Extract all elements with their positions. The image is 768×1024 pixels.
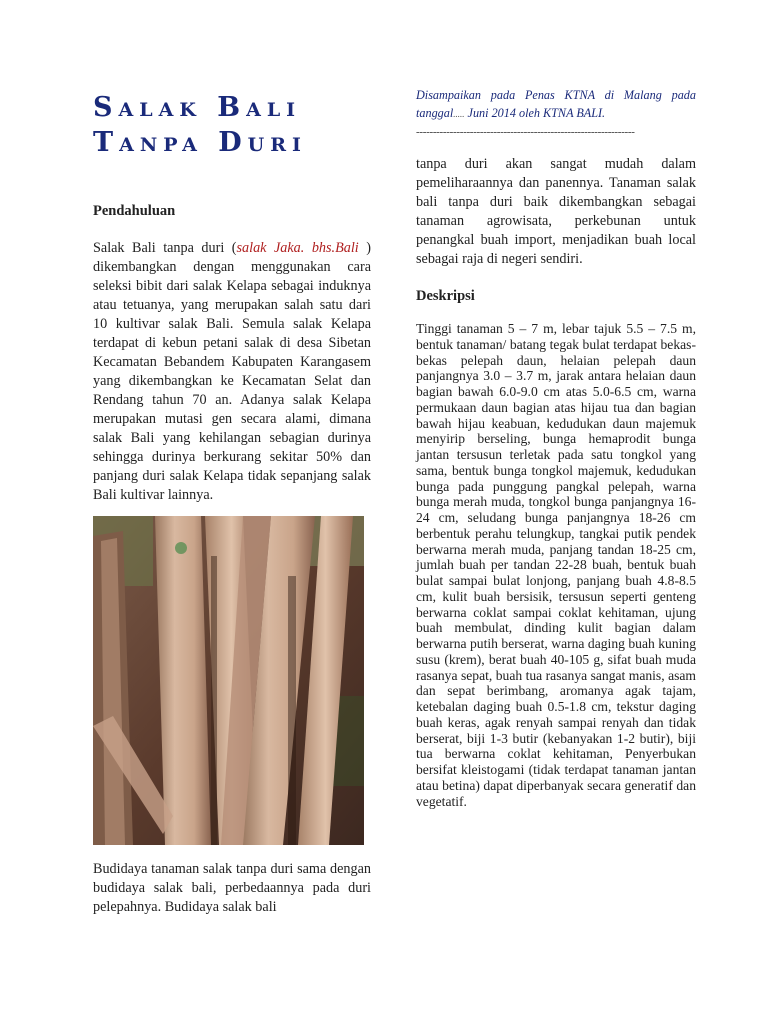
dashed-divider: ----------------------------------------------------------------- [416, 126, 635, 138]
note-text-start: Disampaikan pada Penas KTNA di Malang pada tanggal [416, 88, 696, 120]
document-title [93, 90, 371, 160]
pendahuluan-text-body: ) dikembangkan dengan menggunakan cara seleksi bibit dari salak Kelapa sebagai induknya atau tetuanya, yang merupakan salah satu dari 10 kultivar salak Bali. Semula salak Kelapa terdapat di kebun petani salak di desa Sibetan Kecamatan Bebandem Kabupaten Karangasem yang dikembangkan ke Kecamatan Selat dan Rendang tahun 70 an. Adanya salak Kelapa merupakan mutasi gen secara alami, dimana salak Bali yang kehilangan sebagian durinya sehingga durinya berkurang sekitar 50% dan panjang duri salak Kelapa tidak sepanjang salak Bali kultivar lainnya. [93, 240, 371, 503]
deskripsi-paragraph: Tinggi tanaman 5 – 7 m, lebar tajuk 5.5 – 7.5 m, bentuk tanaman/ batang tegak bulat terdapat bekas-bekas pelepah daun, helaian pelepah daun panjangnya 3.0 – 3.7 m, jarak antara helaian daun bagian bawah 6.0-9.0 cm atas 5.0-6.5 cm, warna permukaan daun bagian atas hijau tua dan bagian bawah hijau keabuan, kedudukan daun majemuk menyirip berseling, bunga hemaprodit bunga jantan tersusun terletak pada satu tongkol yang sama, bentuk bunga tongkol majemuk, kedudukan bunga pada punggung pangkal pelepah, warna bunga merah muda, tongkol bunga panjangnya 16-24 cm, seludang bunga panjangnya 18-26 cm berbentuk perahu telungkup, tangkai putik pendek berwarna merah muda, panjang tandan 18-25 cm, jumlah buah per tandan 22-28 buah, bentuk buah bulat sampai bulat lonjong, panjang buah 4.8-8.5 cm, kulit buah bersisik, tersusun seperti genteng berwarna coklat sampai coklat kehitaman, ujung buah membulat, dinding kulit bagian dalam berwarna putih berserat, warna daging buah kuning susu (krem), berat buah 40-105 g, sifat buah muda rasanya sepat, buah tua rasanya sangat manis, asam dan sepat berimbang, aromanya agak tajam, ketebalan daging buah 0.5-1.8 cm, tekstur daging buah keras, agak renyah sampai renyah dan tidak berserat, biji 1-3 butir (kebanyakan 1-2 butir), biji tua berwarna coklat kehitaman, Penyerbukan bersifat kleistogami (tidak terdapat tanaman jantan atau betina) dapat diperbanyak secara generatif dan vegetatif. [416, 321, 696, 809]
budidaya-paragraph: Budidaya tanaman salak tanpa duri sama dengan budidaya salak bali, perbedaannya pada duri pelepahnya. Budidaya salak bali [93, 861, 371, 915]
title-line-2: Tanpa Duri [93, 127, 307, 158]
pendahuluan-heading: Pendahuluan [93, 203, 176, 219]
pendahuluan-paragraph [93, 239, 371, 505]
right-column [416, 86, 696, 809]
note-dots: ..... [453, 109, 465, 119]
budidaya-block [93, 860, 371, 917]
local-name-highlight: salak Jaka. bhs.Bali [236, 240, 359, 256]
continuation-paragraph: tanpa duri akan sangat mudah dalam pemeliharaannya dan panennya. Tanaman salak bali tanpa duri baik dikembangkan sebagai tanaman agrowisata, perkebunan untuk penangkal buah import, menjadikan buah local sebagai raja di negeri sendiri. [416, 156, 696, 267]
presentation-note [416, 86, 696, 123]
salak-tree-photo [93, 516, 364, 845]
left-column [93, 90, 371, 505]
title-line-1: Salak Bali [93, 92, 302, 123]
note-text-end: Juni 2014 oleh KTNA BALI. [464, 106, 606, 120]
deskripsi-heading: Deskripsi [416, 288, 475, 304]
pendahuluan-text-start: Salak Bali tanpa duri ( [93, 240, 237, 256]
